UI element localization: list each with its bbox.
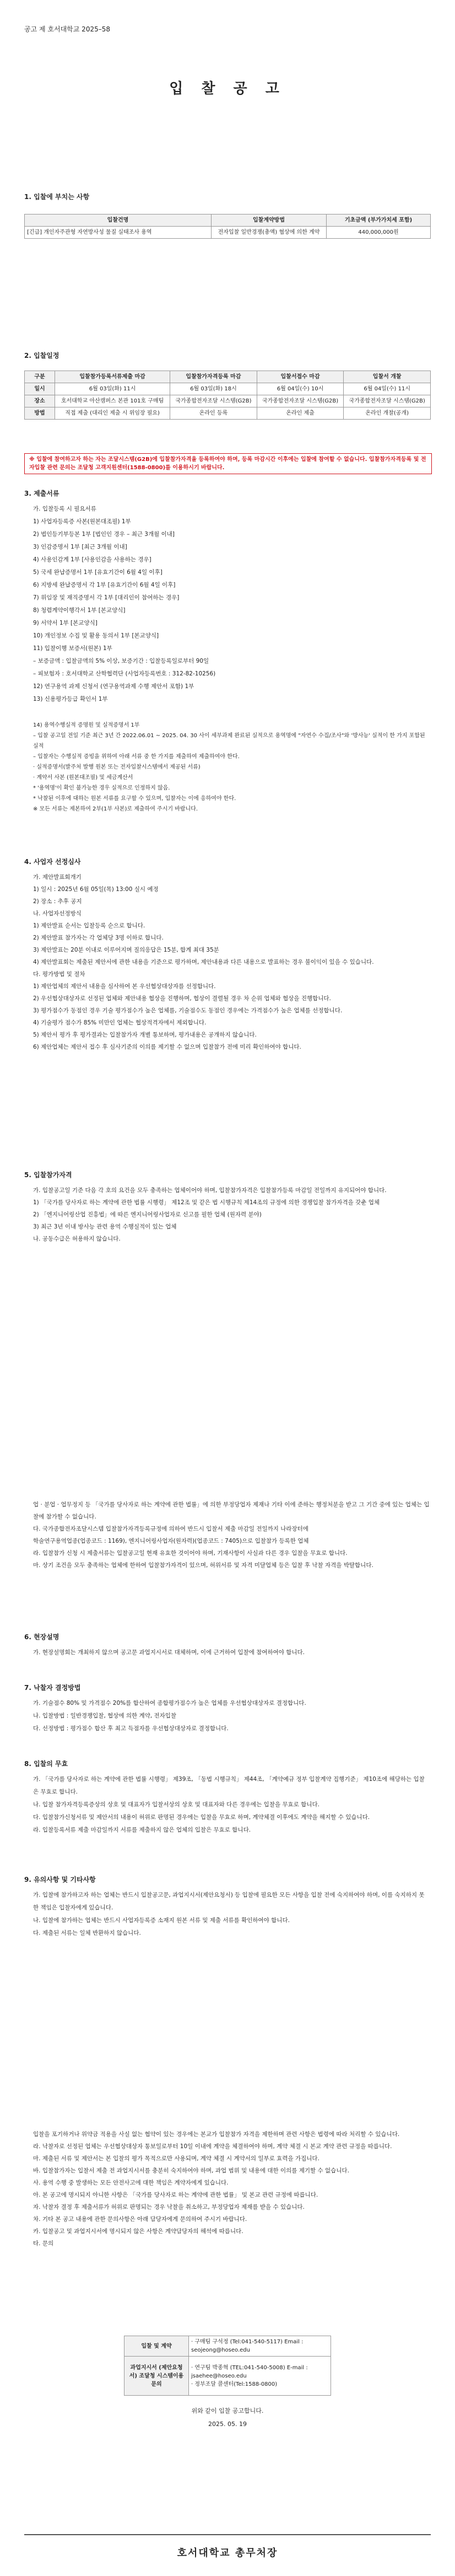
table-cell: 6월 04일(수) 11시 [344, 383, 431, 395]
contact-table [124, 2336, 331, 2396]
section-4-body: 가. 제안발표회개기 1) 일시 : 2025년 6월 05일(목) 13:00 실시 예정 2) 장소 : 추후 공지 나. 사업자선정방식 1) 제안발표 순서는 입찰등록 순으로 합니다. 2) 제안발표 참가자는 각 업체당 3명 이하로 합니다. 3) 제안발표는 20분 이내로 이루어지며 질의응답은 15분, 합계 최대 35분 4) 제안발표회는 제출된 제안서에 관한 내용을 기준으로 평가하며, 제안내용과 다른 내용으로 발표하는 경우 불이익이 있을 수 있습니다. 다. 평가방법 및 절차 1) 제안업체의 제안서 내용을 심사하여 본 우선협상대상자를 선정합니다. 2) 우선협상대상자로 선정된 업체와 제안내용 협상을 진행하며, 협상이 결렬될 경우 차 순위 업체와 협상을 진행합니다. 3) 평가점수가 동점인 경우 기술 평가점수가 높은 업체를, 기술점수도 동점인 경우에는 가격점수가 높은 업체를 선정합니다. 4) 기술평가 점수가 85% 미만인 업체는 협상적격자에서 제외합니다. 5) 제안서 평가 후 평가결과는 입찰참가자 개별 통보하며, 평가내용은 공개하지 않습니다. 6) 제안업체는 제안서 접수 후 심사기준의 이의를 제기할 수 없으며 입찰참가 전에 미리 확인하여야 합니다. [33, 874, 374, 1050]
table-cell: 국가종합전자조달 시스템(G2B) [257, 395, 344, 407]
base-price-cell: 440,000,000원 [327, 227, 431, 239]
issuer-signature: 호서대학교 총무처장 [177, 2547, 278, 2559]
table-header: 입찰참가등록서류제출 마감 [55, 371, 170, 383]
notice-number: 공고 제 호서대학교 2025–58 [24, 25, 110, 33]
table-row [124, 2336, 331, 2357]
table-cell: 국가종합전자조달 시스템(G2B) [170, 395, 257, 407]
table-cell: 6월 03일(화) 11시 [55, 383, 170, 395]
contact-label: 과업지시서 (제안요청서) 조달청 시스템이용문의 [124, 2357, 189, 2396]
table-row [25, 227, 431, 239]
table-header-row [25, 214, 431, 227]
table-row [25, 407, 431, 420]
table-row [25, 395, 431, 407]
section-3-body: 가. 입찰등록 시 필요서류 1) 사업자등록증 사본(원본대조필) 1부 2) 법인등기부등본 1부 [법인인 경우 – 최근 3개월 이내] 3) 인감증명서 1부 [최근 3개월 이내] 4) 사용인감계 1부 [사용인감을 사용하는 경우] 5) 국세 완납증명서 1부 [유효기간이 6월 4일 이후] 6) 지방세 완납증명서 각 1부 [유효기간이 6월 4일 이후] 7) 위임장 및 재직증명서 각 1부 [대리인이 참여하는 경우] 8) 청렴계약이행각서 1부 [본교양식] 9) 서약서 1부 [본교양식] 10) 개인정보 수집 및 활용 동의서 1부 [본교양식] 11) 입찰이행 보증서(원본) 1부 – 보증금액 : 입찰금액의 5% 이상, 보증기간 : 입찰등록일로부터 90일 – 피보험자 : 호서대학교 산학협력단 (사업자등록번호 : 312-82-10256) 12) 연구용역 과제 신청서 (연구용역과제 수행 제안서 포함) 1부 13) 신용평가등급 확인서 1부 [33, 506, 216, 702]
section-7-body: 가. 기술점수 80% 및 가격점수 20%를 합산하여 종합평가점수가 높은 업체를 우선협상대상자로 결정합니다. 나. 입찰방법 : 일반경쟁입찰, 협상에 의한 계약, 전자입찰 다. 선정방법 : 평가점수 합산 후 최고 득점자를 우선협상대상자로 결정합니다. [33, 1700, 306, 1732]
table-cell: 6월 04일(수) 10시 [257, 383, 344, 395]
contact-info: · 연구팀 박종혁 (TEL:041-540-5008) E-mail : jsaehee@hoseo.edu · 정부조달 콜센터(Tel:1588-0800) [189, 2357, 331, 2396]
table-header: 입찰건명 [25, 214, 212, 227]
table-cell: 6월 03일(화) 18시 [170, 383, 257, 395]
section-9-body: 가. 입찰에 참가하고자 하는 업체는 반드시 입찰공고문, 과업지시서(제안요청서) 등 입찰에 필요한 모든 사항을 입찰 전에 숙지하여야 하며, 이를 숙지하지 못한 책임은 입찰자에게 있습니다. 나. 입찰에 참가하는 업체는 반드시 사업자등록증 소재지 원본 서류 및 제출 서류를 확인하여야 합니다. 다. 제출된 서류는 일체 반환하지 않습니다. [33, 1892, 425, 1936]
schedule-table [24, 371, 431, 420]
row-label: 방법 [25, 407, 55, 420]
section-4-title: 4. 사업자 선정심사 [24, 858, 81, 866]
table-header: 구분 [25, 371, 55, 383]
schedule-warning-note: ※ 입찰에 참여하고자 하는 자는 조달시스템(G2B)에 입찰참가자격을 등록하여야 하며, 등록 마감시간 이후에는 입찰에 참여할 수 없습니다. 입찰참가자격등록 및 전자입찰 관련 문의는 조달청 고객지원센터(1588-0800)를 이용하시기 바랍니다. [24, 453, 432, 474]
section-8-title: 8. 입찰의 무효 [24, 1760, 68, 1768]
document-title: 입 찰 공 고 [169, 80, 286, 97]
table-header: 기초금액 (부가가치세 포함) [327, 214, 431, 227]
section-2-title: 2. 입찰일정 [24, 352, 59, 359]
closing-statement: 위와 같이 입찰 공고합니다. [191, 2407, 264, 2414]
row-label: 장소 [25, 395, 55, 407]
table-cell: 온라인 개찰(공개) [344, 407, 431, 420]
table-header: 입찰계약방법 [212, 214, 327, 227]
section-5-body: 가. 입찰공고일 기준 다음 각 호의 요건을 모두 충족하는 업체이어야 하며, 입찰참가자격은 입찰참가등록 마감일 전일까지 유지되어야 합니다. 1) 「국가를 당사자로 하는 계약에 관한 법률 시행령」 제12조 및 같은 법 시행규칙 제14조의 규정에 의한 경쟁입찰 참가자격을 갖춘 업체 2) 「엔지니어링산업 진흥법」에 따른 엔지니어링사업자로 신고를 필한 업체 (원자력 분야) 3) 최근 3년 이내 방사능 관련 용역 수행실적이 있는 업체 나. 공동수급은 허용하지 않습니다. [33, 1187, 387, 1242]
section-3-body-continued: 14) 용역수행실적 증명원 및 실적증명서 1부 – 입찰 공고일 전일 기준 최근 3년 간 2022.06.01 ~ 2025. 04. 30 사이 세부과제 완료된 실적으로 용역명에 "자연수 수집/조사"와 '방사능' 실적이 한 가지 포함된 실적 – 입찰자는 수행실적 증빙을 위하여 아래 서류 중 한 가지를 제출하여 제출하여야 한다. · 실적증명서(발주처 발행 원본 또는 전자입찰시스템에서 제공된 서류) · 계약서 사본 (원본대조필) 및 세금계산서 * '용역명'이 확인 불가능한 경우 실적으로 인정하지 않음. * 낙찰된 이후에 대하는 원본 서류를 요구할 수 있으며, 입찰자는 이에 응하여야 한다. ※ 모든 서류는 제본하여 2부(1부 사본)로 제출하여 주시기 바랍니다. [33, 722, 425, 812]
section-3-title: 3. 제출서류 [24, 490, 59, 497]
table-header-row [25, 371, 431, 383]
section-5-body-continued: 업 · 분업 · 업무정지 등 「국가를 당사자로 하는 계약에 관한 법률」에 의한 부정당업자 제재나 기타 이에 준하는 행정처분을 받고 그 기간 중에 있는 업체는 입찰에 참가할 수 없습니다. 다. 국가종합전자조달시스템 입찰참가자격등록규정에 의하여 반드시 입찰서 제출 마감일 전일까지 나라장터에 학술연구용역업종(업종코드 : 1169), 엔지니어링사업자(원자력)(업종코드 : 7405)으로 입찰참가 등록한 업체 라. 입찰참가 신청 시 제출서류는 입찰공고일 현재 유효한 것이어야 하며, 기재사항이 사실과 다른 경우 입찰을 무효로 합니다. 마. 상기 조건을 모두 충족하는 업체에 한하여 입찰참가자격이 있으며, 허위서류 및 자격 미달업체 등은 입찰 후 낙찰 자격을 박탈합니다. [33, 1501, 430, 1569]
section-1-title: 1. 입찰에 부치는 사항 [24, 193, 90, 201]
table-row [124, 2357, 331, 2396]
footer-divider [24, 2534, 431, 2535]
section-5-title: 5. 입찰참가자격 [24, 1171, 72, 1179]
bid-name-cell: [긴급] 개인자주관형 자연방사성 물질 실태조사 용역 [25, 227, 212, 239]
section-6-title: 6. 현장설명 [24, 1633, 59, 1641]
table-row [25, 383, 431, 395]
bid-method-cell: 전자입찰 일반경쟁(총액) 협상에 의한 계약 [212, 227, 327, 239]
table-header: 입찰서 개찰 [344, 371, 431, 383]
table-header: 입찰참가자격등록 마감 [170, 371, 257, 383]
section-8-body: 가. 「국가를 당사자로 하는 계약에 관한 법률 시행령」 제39조, 「동법 시행규칙」 제44조, 「계약예규 정부 입찰계약 집행기준」 제10조에 해당하는 입찰은 무효로 합니다. 나. 입찰 참가자격등록증상의 상호 및 대표자가 입찰서상의 상호 및 대표자와 다른 경우에는 입찰을 무효로 합니다. 다. 입찰참가신청서류 및 제안서의 내용이 허위로 판명된 경우에는 입찰을 무효로 하며, 계약체결 이후에도 계약을 해지할 수 있습니다. 라. 입찰등록서류 제출 마감일까지 서류를 제출하지 않은 업체의 입찰은 무효로 합니다. [33, 1776, 425, 1833]
section-9-body-continued: 입찰을 포기하거나 위약금 적용을 사실 없는 협약이 있는 경우에는 본교가 입찰참가 자격을 제한하며 관련 사항은 법령에 따라 처리할 수 있습니다. 라. 낙찰자로 선정된 업체는 우선협상대상자 통보일로부터 10일 이내에 계약을 체결하여야 하며, 계약 체결 시 본교 계약 관련 규정을 따릅니다. 마. 제출된 서류 및 제안서는 본 입찰의 평가 목적으로만 사용되며, 계약 체결 시 계약서의 일부로 효력을 가집니다. 바. 입찰참가자는 입찰서 제출 전 과업지시서를 충분히 숙지하여야 하며, 과업 범위 및 내용에 대한 이의를 제기할 수 없습니다. 사. 용역 수행 중 발생하는 모든 안전사고에 대한 책임은 계약자에게 있습니다. 아. 본 공고에 명시되지 아니한 사항은 「국가를 당사자로 하는 계약에 관한 법률」 및 본교 관련 규정에 따릅니다. 자. 낙찰자 결정 후 제출서류가 허위로 판명되는 경우 낙찰을 취소하고, 부정당업자 제재를 받을 수 있습니다. 차. 기타 본 공고 내용에 관한 문의사항은 아래 담당자에게 문의하여 주시기 바랍니다. 카. 입찰공고 및 과업지시서에 명시되지 않은 사항은 계약담당자의 해석에 따릅니다. 타. 문의 [33, 2131, 400, 2247]
table-header: 입찰서접수 마감 [257, 371, 344, 383]
section-9-title: 9. 유의사항 및 기타사항 [24, 1876, 96, 1883]
section-6-body: 가. 현장설명회는 개최하지 않으며 공고문 과업지시서로 대체하며, 이에 근거하여 입찰에 참여하여야 합니다. [33, 1649, 305, 1656]
table-cell: 온라인 등록 [170, 407, 257, 420]
notice-date: 2025. 05. 19 [208, 2421, 247, 2428]
table-cell: 호서대학교 아산캠퍼스 본관 101호 구매팀 [55, 395, 170, 407]
section-7-title: 7. 낙찰자 결정방법 [24, 1684, 81, 1692]
table-cell: 국가종합전자조달 시스템(G2B) [344, 395, 431, 407]
table-cell: 온라인 제출 [257, 407, 344, 420]
contact-label: 입찰 및 계약 [124, 2336, 189, 2357]
row-label: 일시 [25, 383, 55, 395]
table-cell: 직접 제출 (대리인 제출 시 위임장 필요) [55, 407, 170, 420]
bid-item-table [24, 214, 431, 239]
contact-info: · 구매팀 구석정 (Tel:041-540-5117) Email : seojeong@hoseo.edu [189, 2336, 331, 2357]
